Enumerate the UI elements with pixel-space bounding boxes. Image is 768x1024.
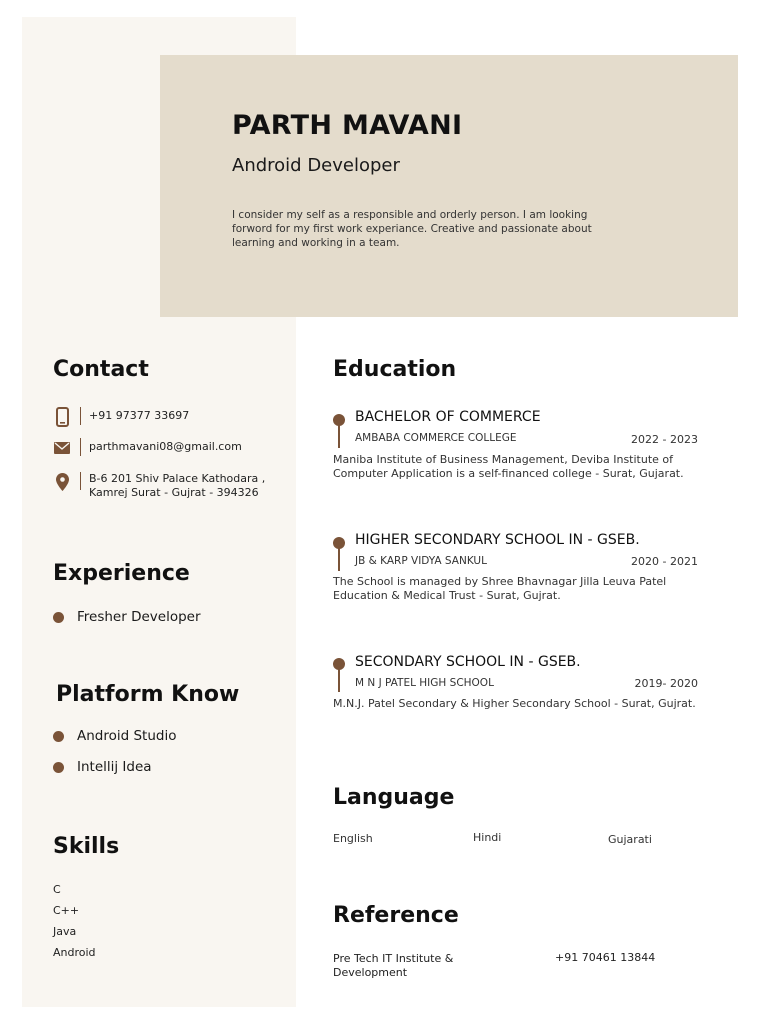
- skill-item: C: [53, 883, 61, 896]
- timeline-pin-icon: [333, 414, 345, 448]
- timeline-pin-icon: [333, 537, 345, 571]
- mail-icon: [53, 438, 71, 458]
- address-line-2: Kamrej Surat - Gujrat - 394326: [89, 486, 259, 499]
- candidate-name: PARTH MAVANI: [232, 110, 463, 141]
- education-school: M N J PATEL HIGH SCHOOL: [355, 677, 494, 689]
- bullet-dot: [53, 762, 64, 773]
- address-line-1: B-6 201 Shiv Palace Kathodara ,: [89, 472, 266, 485]
- platform-item-label: Android Studio: [77, 728, 177, 744]
- reference-title: Reference: [333, 903, 459, 928]
- location-pin-icon: [53, 472, 71, 492]
- education-degree: HIGHER SECONDARY SCHOOL IN - GSEB.: [355, 532, 640, 548]
- contact-address: [89, 472, 265, 500]
- header-box: [160, 55, 738, 317]
- experience-item: [53, 609, 201, 625]
- contact-divider: [80, 472, 81, 490]
- contact-phone[interactable]: +91 97377 33697: [89, 409, 190, 422]
- reference-phone[interactable]: +91 70461 13844: [555, 951, 656, 964]
- contact-address-row: [53, 472, 265, 500]
- timeline-pin-icon: [333, 658, 345, 692]
- education-years: 2019- 2020: [634, 677, 698, 690]
- language-item: Hindi: [473, 831, 502, 844]
- platform-item: [53, 759, 152, 775]
- skill-item: C++: [53, 904, 80, 917]
- contact-divider: [80, 407, 81, 425]
- bullet-dot: [53, 612, 64, 623]
- language-item: Gujarati: [608, 833, 652, 846]
- contact-phone-row: [53, 407, 189, 427]
- contact-email[interactable]: parthmavani08@gmail.com: [89, 440, 242, 453]
- experience-title: Experience: [53, 561, 190, 586]
- education-description: Maniba Institute of Business Management, Deviba Institute of Computer Application is a self-financed college - Surat, Gujarat.: [333, 453, 684, 480]
- contact-title: Contact: [53, 357, 149, 382]
- contact-email-row: [53, 438, 242, 458]
- language-title: Language: [333, 785, 455, 810]
- education-years: 2020 - 2021: [631, 555, 698, 568]
- education-years: 2022 - 2023: [631, 433, 698, 446]
- platform-item-label: Intellij Idea: [77, 759, 152, 775]
- education-degree: SECONDARY SCHOOL IN - GSEB.: [355, 654, 581, 670]
- education-school: AMBABA COMMERCE COLLEGE: [355, 432, 517, 444]
- bullet-dot: [53, 731, 64, 742]
- skills-title: Skills: [53, 834, 120, 859]
- education-degree: BACHELOR OF COMMERCE: [355, 409, 541, 425]
- platform-title: Platform Know: [56, 682, 240, 707]
- profile-summary: I consider my self as a responsible and orderly person. I am looking forword for my first work experiance. Creative and passionate about learning and working in a team.: [232, 209, 592, 249]
- education-description: M.N.J. Patel Secondary & Higher Secondary School - Surat, Gujrat.: [333, 697, 696, 710]
- contact-divider: [80, 438, 81, 456]
- language-item: English: [333, 832, 373, 845]
- experience-item-label: Fresher Developer: [77, 609, 201, 625]
- skill-item: Java: [53, 925, 77, 938]
- skill-item: Android: [53, 946, 96, 959]
- education-title: Education: [333, 357, 457, 382]
- candidate-role: Android Developer: [232, 155, 400, 176]
- reference-institute: Pre Tech IT Institute & Development: [333, 952, 454, 979]
- phone-icon: [53, 407, 71, 427]
- platform-item: [53, 728, 176, 744]
- education-description: The School is managed by Shree Bhavnagar Jilla Leuva Patel Education & Medical Trust - Surat, Gujrat.: [333, 575, 667, 602]
- education-school: JB & KARP VIDYA SANKUL: [355, 555, 487, 567]
